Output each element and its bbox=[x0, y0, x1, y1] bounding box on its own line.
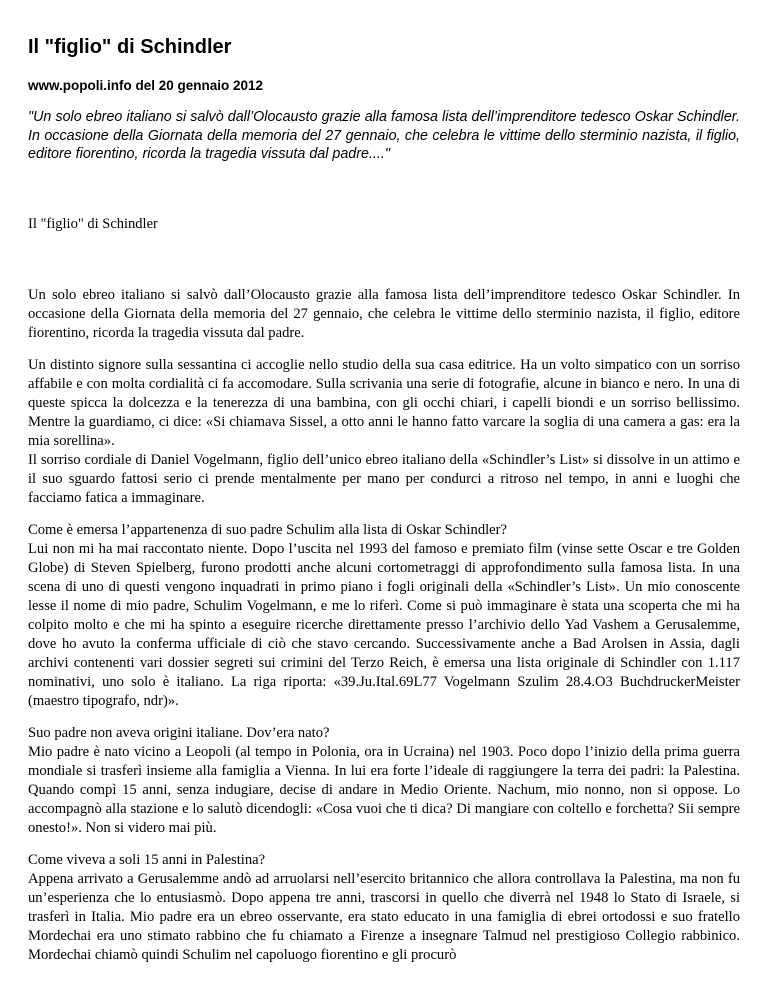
interview-answer: Mio padre è nato vicino a Leopoli (al tempo in Polonia, ora in Ucraina) nel 1903. Poco dopo l’inizio della prima guerra mondiale si trasferì insieme alla famiglia a Vienna. In lui era forte l’ideale di raggiungere la terra dei padri: la Palestina. Quando compì 15 anni, senza indugiare, decise di andare in Medio Oriente. Nachum, mio nonno, non si oppose. Lo accompagnò alla stazione e lo salutò dicendogli: «Cosa vuoi che ti dica? Di mangiare con coltello e forchetta? Sii sempre onesto!». Non si videro mai più. bbox=[28, 744, 740, 836]
source-line: www.popoli.info del 20 gennaio 2012 bbox=[28, 78, 264, 93]
interview-question: Come è emersa l’appartenenza di suo padre Schulim alla lista di Oskar Schindler? bbox=[28, 522, 507, 538]
intro-paragraph: Un solo ebreo italiano si salvò dall’Olocausto grazie alla famosa lista dell’imprenditore tedesco Oskar Schindler. In occasione della Giornata della memoria del 27 gennaio, che celebra le vittime dello sterminio nazista, il figlio, editore fiorentino, ricorda la tragedia vissuta dal padre. bbox=[28, 287, 740, 341]
lead-paragraph: "Un solo ebreo italiano si salvò dall’Olocausto grazie alla famosa lista dell’imprenditore tedesco Oskar Schindler. In occasione della Giornata della memoria del 27 gennaio, che celebra le vittime dello sterminio nazista, il figlio, editore fiorentino, ricorda la tragedia vissuta dal padre...." bbox=[28, 109, 740, 162]
interview-answer: Appena arrivato a Gerusalemme andò ad arruolarsi nell’esercito britannico che allora controllava la Palestina, ma non fu un’esperienza che lo entusiasmò. Dopo appena tre anni, trascorsi in quello che diverrà nel 1948 lo Stato di Israele, si trasferì in Italia. Mio padre era un ebreo osservante, era stato educato in una famiglia di ebrei ortodossi e suo fratello Mordechai era uno stimato rabbino che fu chiamato a Firenze a insegnare Talmud nel prestigioso Collegio rabbinico. Mordechai chiamò quindi Schulim nel capoluogo fiorentino e gli procurò bbox=[28, 871, 740, 963]
article-title: Il "figlio" di Schindler bbox=[28, 36, 232, 58]
interview-answer: Lui non mi ha mai raccontato niente. Dopo l’uscita nel 1993 del famoso e premiato film (vinse sette Oscar e tre Golden Globe) di Steven Spielberg, furono prodotti anche alcuni cortometraggi di approfondimento sulla famosa lista. In una scena di uno di questi vengono inquadrati in primo piano i fogli originali della «Schindler’s List». Un mio conoscente lesse il nome di mio padre, Schulim Vogelmann, e me lo riferì. Come si può immaginare è stata una scoperta che mi ha colpito molto e che mi ha spinto a eseguire ricerche direttamente presso l’archivio dello Yad Vashem a Gerusalemme, dove ho avuto la conferma ufficiale di ciò che stavo cercando. Successivamente anche a Bad Arolsen in Assia, dagli archivi contenenti vari dossier segreti sui crimini del Terzo Reich, è emersa una lista originale di Schindler con 1.117 nominativi, uno solo è italiano. La riga riporta: «39.Ju.Ital.69L77 Vogelmann Szulim 28.4.O3 BuchdruckerMeister (maestro tipografo, ndr)». bbox=[28, 541, 740, 709]
description-text: Un distinto signore sulla sessantina ci accoglie nello studio della sua casa editrice. Ha un volto simpatico con un sorriso affabile e con molta cordialità ci fa accomodare. Sulla scrivania una serie di fotografie, alcune in bianco e nero. In una di queste spicca la dolcezza e la tenerezza di una bambina, con gli occhi chiari, i capelli biondi e un sorriso bellissimo. Mentre la guardiamo, ci dice: «Si chiamava Sissel, a otto anni le hanno fatto varcare la soglia di una camera a gas: era la mia sorellina». bbox=[28, 357, 740, 449]
description-paragraph bbox=[28, 356, 740, 508]
article-subtitle: Il "figlio" di Schindler bbox=[28, 216, 158, 232]
interview-block-1 bbox=[28, 521, 740, 711]
interview-block-2 bbox=[28, 724, 740, 838]
article-body bbox=[28, 286, 740, 978]
interview-question: Come viveva a soli 15 anni in Palestina? bbox=[28, 852, 266, 868]
interview-question: Suo padre non aveva origini italiane. Dov’era nato? bbox=[28, 725, 330, 741]
interview-block-3 bbox=[28, 851, 740, 965]
description-text-continued: Il sorriso cordiale di Daniel Vogelmann, figlio dell’unico ebreo italiano della «Schindler’s List» si dissolve in un attimo e il suo sguardo fattosi serio ci prende mentalmente per mano per condurci a ritroso nel tempo, in anni e luoghi che facciamo fatica a immaginare. bbox=[28, 452, 740, 506]
